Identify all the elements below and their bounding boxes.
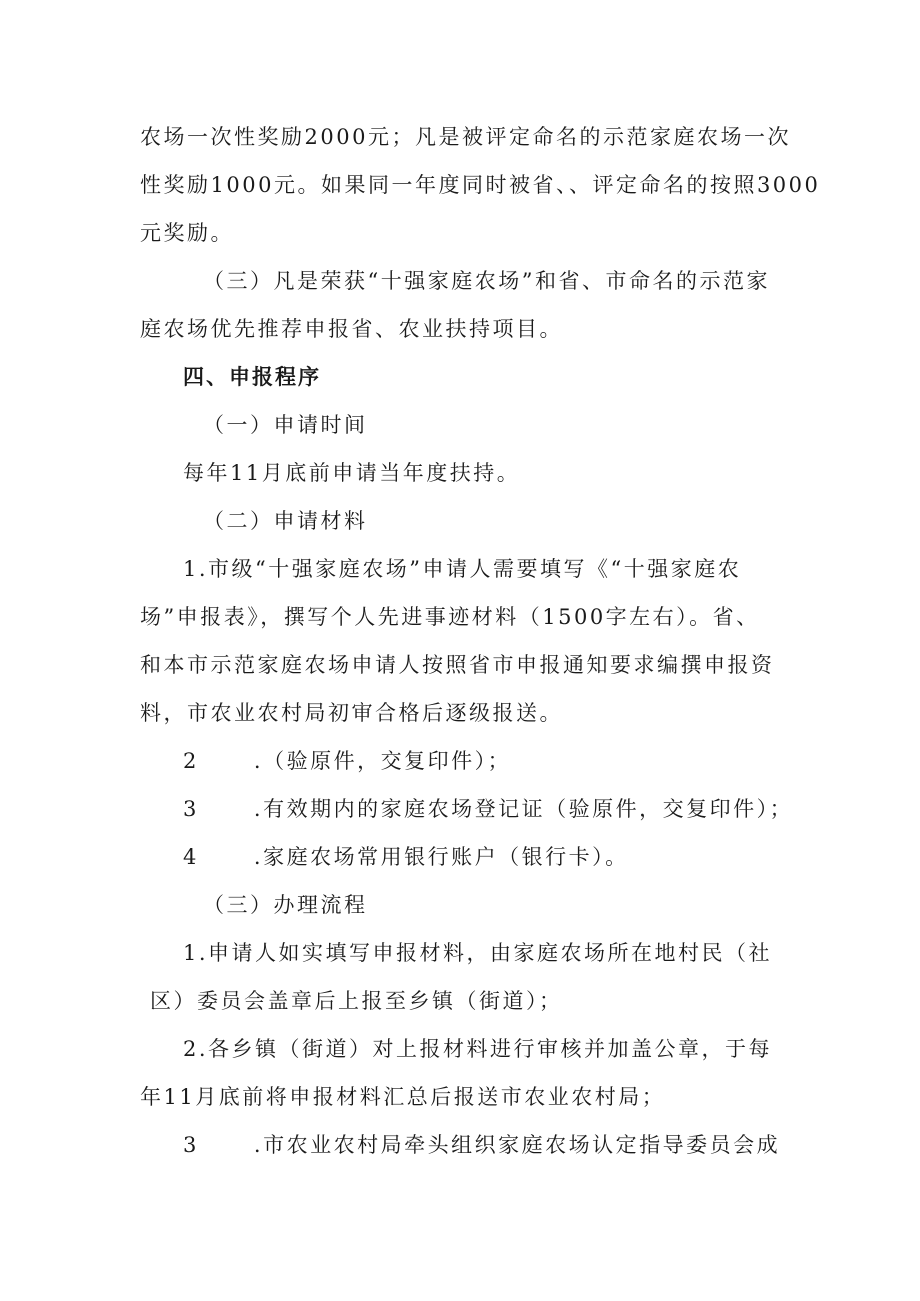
list-item-line: 2.各乡镇（街道）对上报材料进行审核并加盖公章，于每 (183, 1037, 773, 1061)
list-item-line: 1.市级“十强家庭农场”申请人需要填写《“十强家庭农 (183, 557, 742, 581)
subsection-heading: （三）办理流程 (203, 893, 368, 917)
list-item-line: 4 .家庭农场常用银行账户（银行卡）。 (183, 845, 629, 869)
list-item-line: 料，市农业农村局初审合格后逐级报送。 (140, 701, 563, 725)
subsection-heading: （二）申请材料 (203, 509, 368, 533)
list-item-line: 区）委员会盖章后上报至乡镇（街道）； (150, 989, 563, 1013)
list-item-line: 和本市示范家庭农场申请人按照省市申报通知要求编撰申报资 (140, 653, 775, 677)
list-item-line: 2 .（验原件，交复印件）； (183, 749, 512, 773)
paragraph-line: 庭农场优先推荐申报省、农业扶持项目。 (140, 317, 563, 341)
list-item-line: 3 .市农业农村局牵头组织家庭农场认定指导委员会成 (183, 1133, 781, 1157)
paragraph-line: 性奖励1000元。如果同一年度同时被省、、评定命名的按照3000 (140, 173, 821, 197)
subsection-heading: （一）申请时间 (203, 413, 368, 437)
paragraph-line: 农场一次性奖励2000元；凡是被评定命名的示范家庭农场一次 (140, 125, 791, 149)
list-item-line: 3 .有效期内的家庭农场登记证（验原件，交复印件）； (183, 797, 794, 821)
list-item-line: 年11月底前将申报材料汇总后报送市农业农村局； (140, 1085, 666, 1109)
list-item-line: 场”申报表》，撰写个人先进事迹材料（1500字左右）。省、 (140, 605, 760, 629)
list-item-line: 1.申请人如实填写申报材料，由家庭农场所在地村民（社 (183, 941, 773, 965)
paragraph-line: 每年11月底前申请当年度扶持。 (183, 461, 521, 485)
paragraph-line: （三）凡是荣获“十强家庭农场”和省、市命名的示范家 (203, 269, 770, 293)
section-heading: 四、申报程序 (183, 365, 321, 389)
paragraph-line: 元奖励。 (140, 221, 234, 245)
